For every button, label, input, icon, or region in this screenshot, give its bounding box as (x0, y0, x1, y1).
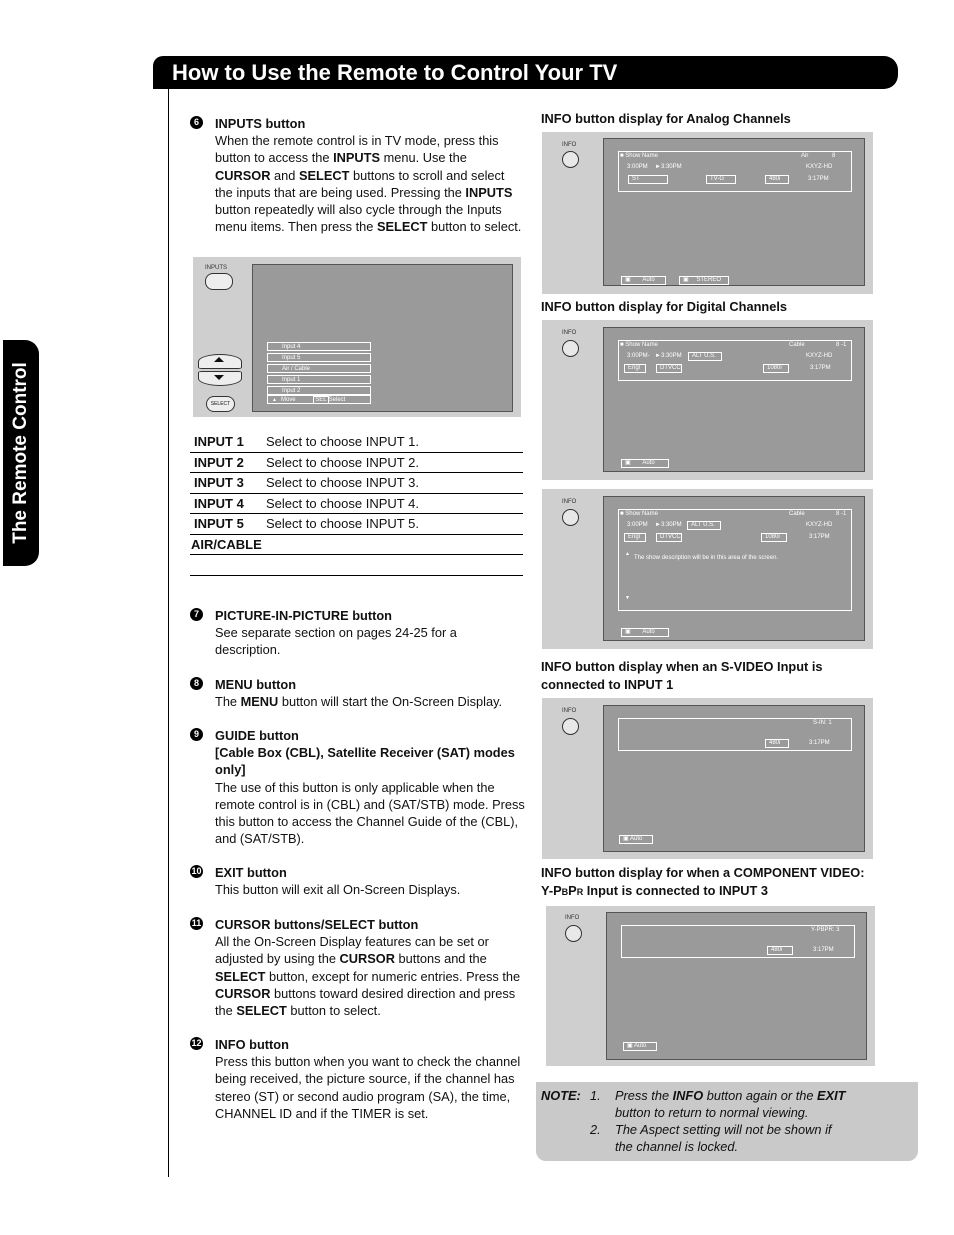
menu-item: Input 1 (267, 375, 371, 384)
tv-screen (603, 138, 865, 286)
info-button[interactable] (565, 925, 582, 942)
table-row: AIR/CABLE (190, 534, 523, 555)
inputs-button-label: INPUTS (205, 265, 228, 271)
inputs-description: When the remote control is in TV mode, press this button to access the INPUTS menu. Use the CURSOR and SELECT buttons to scroll and select the inputs that are being used. Pressing the INPUTS button repeatedly will also cycle through the Inputs menu items. Then press the SELECT button to select. (215, 133, 522, 235)
tv-screen (603, 705, 865, 852)
guide-heading: GUIDE button (215, 728, 299, 743)
info-label: INFO (562, 142, 577, 148)
info-banner: ■ Show Name Cable 8 -1 3:00PM ►3:30PM ALT U.S. KXYZ-HD Engl DTVCC 1080i 3:17PM ▲ The show description will be in this area of the screen. ▼ (618, 509, 852, 611)
menu-item: Input 2 (267, 386, 371, 395)
component-heading: INFO button display for when a COMPONENT VIDEO: Y-PBPR Input is connected to INPUT 3 (541, 865, 865, 898)
pip-item: 7 PICTURE-IN-PICTURE button See separate section on pages 24-25 for a description. (190, 607, 525, 659)
note-label: NOTE: (541, 1088, 581, 1103)
table-row: INPUT 4 Select to choose INPUT 4. (190, 493, 523, 514)
guide-item: 9 GUIDE button [Cable Box (CBL), Satellite Receiver (SAT) modes only] The use of this button is only applicable when the remote control is in (CBL) and (SAT/STB) mode. Press this button to access the Channel Guide of the (CBL), and (SAT/STB). (190, 727, 525, 847)
page-title: How to Use the Remote to Control Your TV (153, 56, 898, 89)
stereo-tag: ▣ STEREO (679, 276, 729, 285)
table-row: INPUT 1 Select to choose INPUT 1. (190, 432, 523, 452)
cursor-up-button[interactable] (198, 354, 242, 369)
inputs-item (190, 115, 525, 235)
table-row: INPUT 2 Select to choose INPUT 2. (190, 452, 523, 473)
info-button[interactable] (562, 151, 579, 168)
note-line-2b: the channel is locked. (615, 1139, 739, 1154)
info-heading: INFO button (215, 1037, 289, 1052)
menu-heading: MENU button (215, 677, 297, 692)
info-banner: S-IN: 1 480i 3:17PM (618, 718, 852, 751)
aspect-tag: ▣ Auto (621, 276, 666, 285)
table-row: INPUT 3 Select to choose INPUT 3. (190, 473, 523, 494)
aspect-tag: ▣ Auto (623, 1042, 657, 1051)
menu-item: Input 5 (267, 353, 371, 362)
info-button[interactable] (562, 509, 579, 526)
cursor-down-button[interactable] (198, 371, 242, 386)
info-banner: ■ Show Name Air 8 3:00PM ►3:30PM KXYZ-HD ST TV-G 480i 3:17PM (618, 151, 852, 192)
info-item: 12 INFO button Press this button when you want to check the channel being received, the picture source, if the channel has stereo (ST) or second audio program (SA), the time, CHANNEL ID and if the TIMER is set. (190, 1036, 525, 1122)
input-table (190, 432, 523, 576)
info-button[interactable] (562, 718, 579, 735)
info-description: Press this button when you want to check the channel being received, the picture source, if the channel has stereo (ST) or second audio program (SA), the time, CHANNEL ID and if the TIMER is set. (215, 1054, 521, 1121)
digital-display: INFO ■ Show Name Cable 8 -1 3:00PM- ►3:30PM ALT U.S. KXYZ-HD Engl DTVCC 1080i 3:17PM ▣ Auto (542, 320, 873, 480)
menu-item: Air / Cable (267, 364, 371, 373)
svideo-heading: INFO button display when an S-VIDEO Input is connected to INPUT 1 (541, 659, 823, 692)
svideo-display: INFO S-IN: 1 480i 3:17PM ▣ Auto (542, 698, 873, 859)
aspect-tag: ▣ Auto (621, 628, 669, 637)
aspect-tag: ▣ Auto (619, 835, 653, 844)
arrow-up-icon (214, 357, 224, 362)
inputs-tv-screen (252, 264, 513, 412)
menu-item-section: 8 MENU button The MENU button will start the On-Screen Display. (190, 676, 525, 710)
digital-heading: INFO button display for Digital Channels (541, 299, 787, 314)
pip-heading: PICTURE-IN-PICTURE button (215, 608, 393, 623)
guide-subheading: [Cable Box (CBL), Satellite Receiver (SAT) modes only] (215, 745, 515, 778)
analog-display (542, 132, 873, 294)
divider-line (168, 89, 169, 1177)
item-number: 6 (190, 116, 203, 129)
menu-footer: ▲ Move SEL Select (267, 395, 371, 404)
select-button[interactable]: SELECT (206, 396, 235, 412)
side-tab-label: The Remote Control (10, 362, 31, 544)
note-box: NOTE: 1. Press the INFO button again or the EXIT button to return to normal viewing. 2. The Aspect setting will not be shown if the channel is locked. (536, 1082, 918, 1161)
inputs-button[interactable] (205, 273, 233, 290)
aspect-tag: ▣ Auto (621, 459, 669, 468)
table-row (190, 555, 523, 576)
cursor-heading: CURSOR buttons/SELECT button (215, 917, 419, 932)
info-banner: ■ Show Name Cable 8 -1 3:00PM- ►3:30PM ALT U.S. KXYZ-HD Engl DTVCC 1080i 3:17PM (618, 340, 852, 381)
arrow-down-icon (214, 375, 224, 380)
exit-item: 10 EXIT button This button will exit all On-Screen Displays. (190, 864, 525, 898)
cursor-item: 11 CURSOR buttons/SELECT button All the On-Screen Display features can be set or adjusted by using the CURSOR buttons and the SELECT button, except for numeric entries. Press the CURSOR buttons toward desired direction and press the SELECT button to select. (190, 916, 525, 1019)
sel-badge: SEL (315, 397, 327, 403)
note-line-1b: button to return to normal viewing. (615, 1105, 809, 1120)
pip-description: See separate section on pages 24-25 for a description. (215, 625, 457, 658)
tv-screen (603, 327, 865, 472)
analog-heading: INFO button display for Analog Channels (541, 111, 791, 126)
info-banner: Y-PBPR: 3 480i 3:17PM (621, 925, 855, 958)
table-row: INPUT 5 Select to choose INPUT 5. (190, 514, 523, 535)
tv-screen (606, 912, 867, 1060)
inputs-heading: INPUTS button (215, 116, 306, 131)
menu-description: The MENU button will start the On-Screen Display. (215, 694, 503, 710)
exit-heading: EXIT button (215, 865, 287, 880)
note-line-1: Press the INFO button again or the EXIT (615, 1088, 846, 1103)
note-line-2: The Aspect setting will not be shown if (615, 1122, 832, 1137)
select-label: Select (328, 397, 346, 403)
guide-description: The use of this button is only applicable when the remote control is in (CBL) and (SAT/STB) mode. Press this button to access the Channel Guide of the (CBL), and (SAT/STB). (215, 779, 525, 847)
exit-description: This button will exit all On-Screen Displays. (215, 882, 461, 898)
side-tab (3, 340, 39, 566)
menu-item: Input 4 (267, 342, 371, 351)
digital-description-display: INFO ■ Show Name Cable 8 -1 3:00PM ►3:30PM ALT U.S. KXYZ-HD Engl DTVCC 1080i 3:17PM ▲ The show description will be in this area of the screen. ▼ ▣ Auto (542, 489, 873, 649)
cursor-description: All the On-Screen Display features can be set or adjusted by using the CURSOR buttons and the SELECT button, except for numeric entries. Press the CURSOR buttons toward desired direction and press the SELECT button to select. (215, 934, 521, 1019)
component-display: INFO Y-PBPR: 3 480i 3:17PM ▣ Auto (546, 906, 875, 1066)
info-button[interactable] (562, 340, 579, 357)
tv-screen (603, 496, 865, 641)
show-description: The show description will be in this area of the screen. (634, 555, 779, 561)
move-label: Move (280, 397, 296, 403)
